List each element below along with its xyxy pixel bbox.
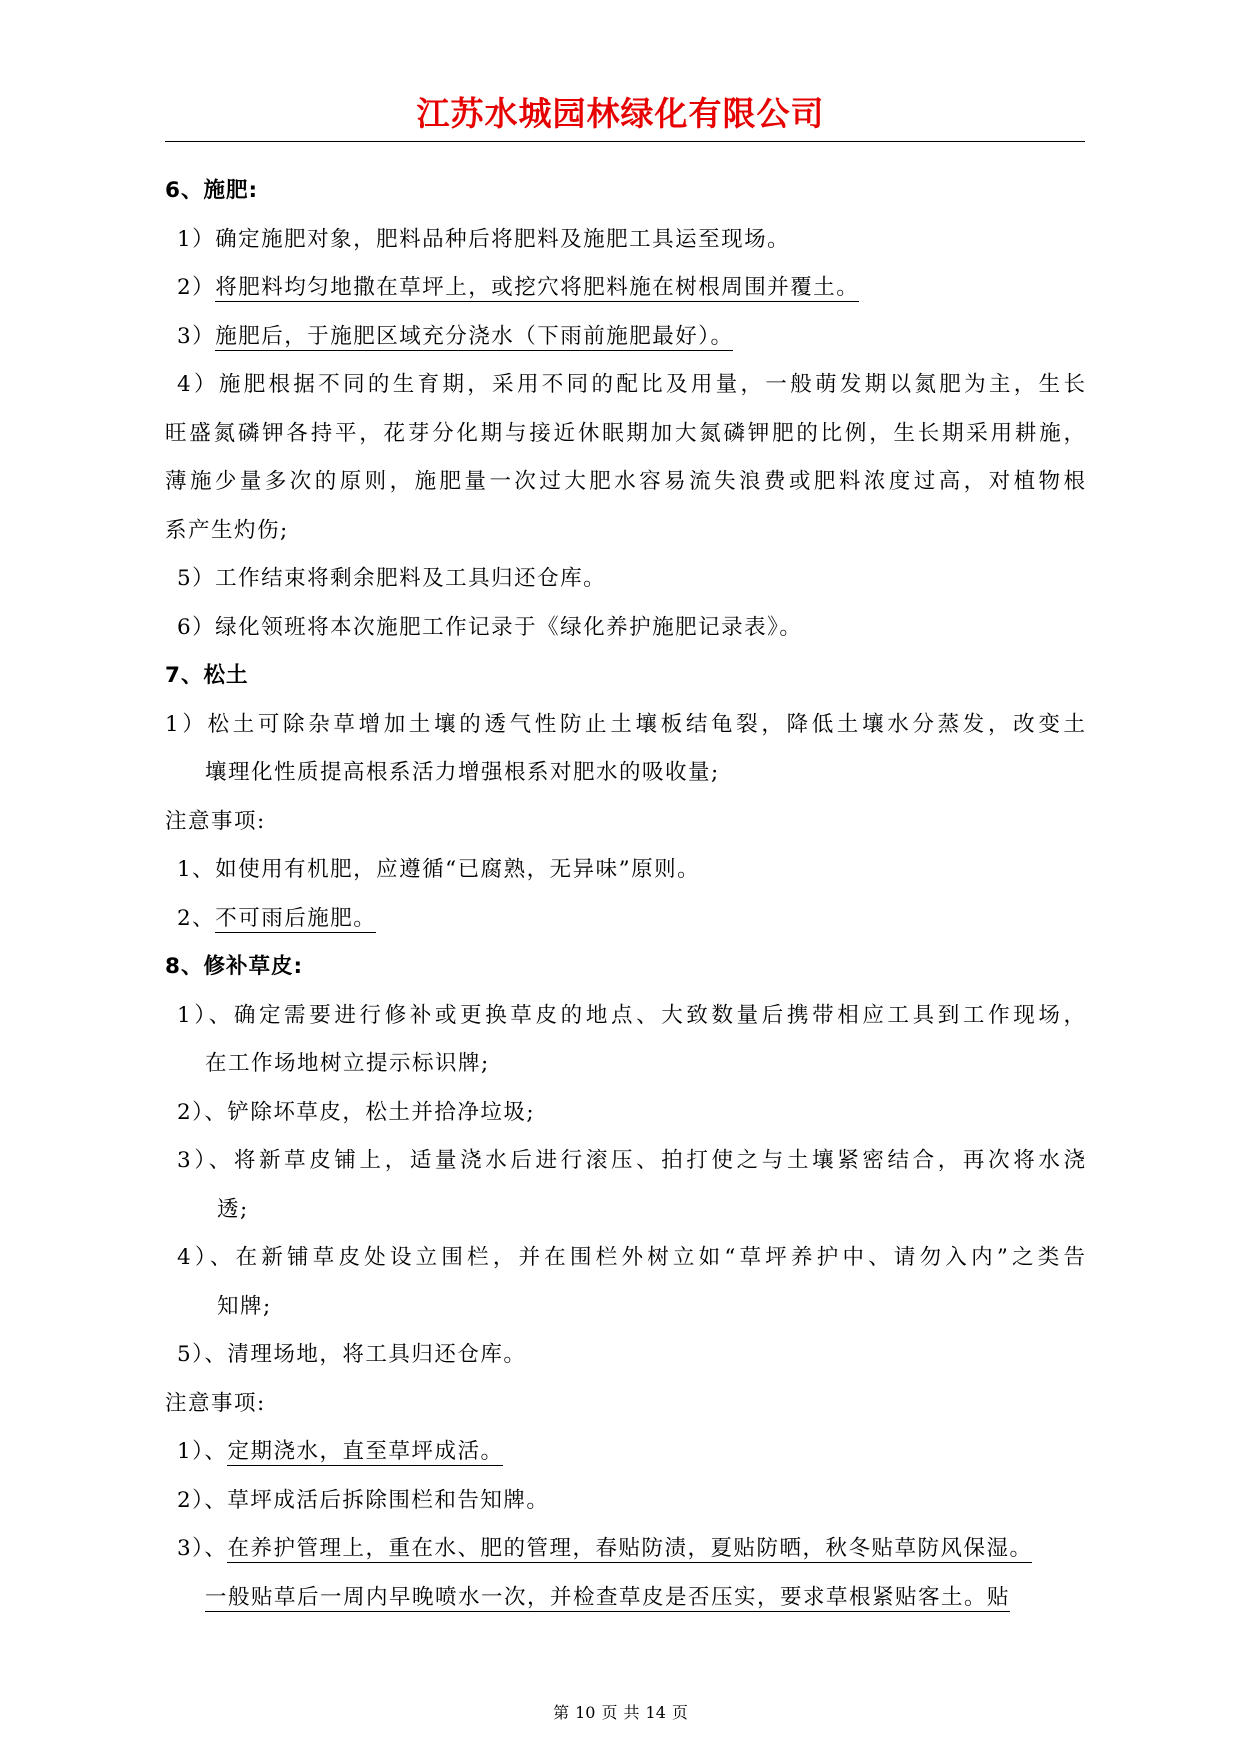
paragraph-line: 1）、确定需要进行修补或更换草皮的地点、大致数量后携带相应工具到工作现场， bbox=[177, 1002, 1085, 1028]
paragraph-line: 4）、在新铺草皮处设立围栏，并在围栏外树立如“草坪养护中、请勿入内”之类告 bbox=[177, 1245, 1085, 1270]
company-name: 江苏水城园林绿化有限公司 bbox=[416, 94, 825, 133]
underlined-text: 定期浇水，直至草坪成活。 bbox=[227, 1439, 504, 1464]
paragraph-line bbox=[165, 1525, 1085, 1574]
underlined-text: 一般贴草后一周内早晚喷水一次，并检查草皮是否压实，要求草根紧贴客土。贴 bbox=[205, 1584, 1011, 1610]
underlined-text: 施肥后，于施肥区域充分浇水（下雨前施肥最好）。 bbox=[215, 323, 734, 349]
document-body bbox=[165, 167, 1085, 1622]
paragraph-line: 在工作场地树立提示标识牌; bbox=[205, 1051, 490, 1076]
item-number: 2） bbox=[177, 275, 216, 300]
paragraph-line: 1）确定施肥对象，肥料品种后将肥料及施肥工具运至现场。 bbox=[177, 226, 791, 252]
page-label: 页 bbox=[601, 1703, 618, 1722]
paragraph-line: 系产生灼伤; bbox=[165, 517, 289, 543]
paragraph-line: 6）绿化领班将本次施肥工作记录于《绿化养护施肥记录表》。 bbox=[177, 614, 803, 640]
page-footer bbox=[0, 1703, 1241, 1723]
item-number: 3）、 bbox=[177, 1536, 228, 1561]
paragraph-line: 壤理化性质提高根系活力增强根系对肥水的吸收量; bbox=[205, 760, 720, 785]
paragraph-line: 透; bbox=[217, 1196, 249, 1222]
page-label: 第 bbox=[553, 1703, 570, 1722]
page-label: 共 bbox=[623, 1703, 640, 1722]
item-number: 3） bbox=[177, 323, 216, 349]
underlined-text: 不可雨后施肥。 bbox=[215, 905, 377, 931]
paragraph-line: 薄施少量多次的原则，施肥量一次过大肥水容易流失浪费或肥料浓度过高，对植物根 bbox=[165, 469, 1085, 494]
paragraph-line bbox=[165, 313, 1085, 362]
paragraph-line: 3）、将新草皮铺上，适量浇水后进行滚压、拍打使之与土壤紧密结合，再次将水浇 bbox=[177, 1148, 1085, 1173]
paragraph-line: 2）、草坪成活后拆除围栏和告知牌。 bbox=[177, 1487, 550, 1513]
page-label: 页 bbox=[671, 1703, 688, 1722]
underlined-text: 将肥料均匀地撒在草坪上，或挖穴将肥料施在树根周围并覆土。 bbox=[215, 275, 860, 300]
paragraph-line: 5）工作结束将剩余肥料及工具归还仓库。 bbox=[177, 566, 607, 591]
paragraph-line: 1）松土可除杂草增加土壤的透气性防止土壤板结龟裂，降低土壤水分蒸发，改变土 bbox=[165, 711, 1085, 737]
paragraph-line: 5）、清理场地，将工具归还仓库。 bbox=[177, 1342, 527, 1367]
paragraph-line bbox=[165, 1428, 1085, 1477]
notes-heading: 注意事项: bbox=[165, 808, 266, 834]
paragraph-line bbox=[165, 895, 1085, 944]
item-number: 2、 bbox=[177, 905, 216, 931]
header-divider bbox=[165, 141, 1085, 142]
section-heading-fertilizing: 6、施肥: bbox=[165, 178, 259, 203]
total-pages-number: 14 bbox=[645, 1703, 666, 1722]
section-heading-turf-repair: 8、修补草皮: bbox=[165, 954, 304, 979]
paragraph-line: 2）、铲除坏草皮，松土并拾净垃圾; bbox=[177, 1099, 536, 1125]
paragraph-line: 旺盛氮磷钾各持平，花芽分化期与接近休眠期加大氮磷钾肥的比例，生长期采用耕施， bbox=[165, 420, 1085, 446]
paragraph-line bbox=[165, 264, 1085, 313]
paragraph-line bbox=[165, 1574, 1085, 1623]
paragraph-line: 1、如使用有机肥，应遵循“已腐熟，无异味”原则。 bbox=[177, 857, 701, 882]
notes-heading: 注意事项: bbox=[165, 1390, 266, 1416]
item-number: 1）、 bbox=[177, 1439, 228, 1464]
paragraph-line: 知牌; bbox=[217, 1293, 272, 1319]
underlined-text: 在养护管理上，重在水、肥的管理，春贴防渍，夏贴防晒，秋冬贴草防风保湿。 bbox=[227, 1536, 1033, 1561]
section-heading-loosening: 7、松土 bbox=[165, 663, 249, 688]
paragraph-line: 4）施肥根据不同的生育期，采用不同的配比及用量，一般萌发期以氮肥为主，生长 bbox=[177, 372, 1085, 397]
current-page-number: 10 bbox=[575, 1703, 596, 1722]
